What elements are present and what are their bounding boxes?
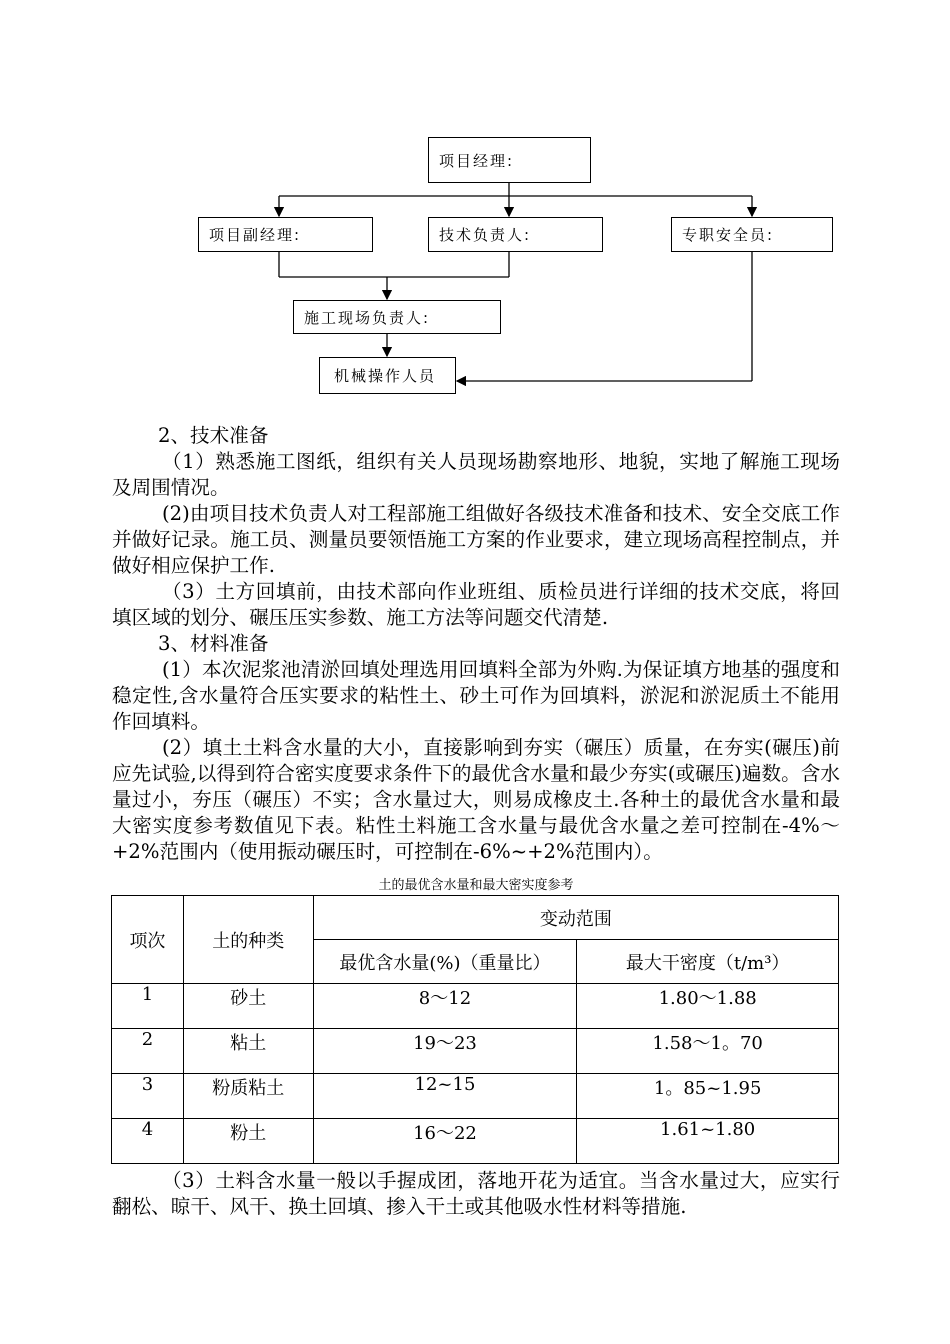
header-index: 项次 (112, 896, 184, 984)
tech-paragraph-1: （1）熟悉施工图纸，组织有关人员现场勘察地形、地貌，实地了解施工现场及周围情况。 (112, 450, 840, 499)
material-paragraph-2: (2）填土土料含水量的大小，直接影响到夯实（碾压）质量，在夯实(碾压)前应先试验,以得到符合密实度要求条件下的最优含水量和最少夯实(或碾压)遍数。含水量过小，夯压（碾压）不实；含水量过大，则易成橡皮土.各种土的最优含水量和最大密实度参考数值见下表。粘性土料施工含水量与最优含水量之差可控制在-4%～+2%范围内（使用振动碾压时，可控制在-6%~+2%范围内）。 (112, 736, 840, 863)
body-text (112, 423, 840, 865)
org-box-deputy-manager (198, 217, 373, 252)
org-box-machine-operators (319, 357, 456, 394)
org-label-safety-officer: 专职安全员: (682, 226, 775, 244)
header-moisture: 最优含水量(%)（重量比） (313, 940, 577, 984)
cell-density: 1。85~1.95 (577, 1074, 839, 1119)
org-label-site-lead: 施工现场负责人: (304, 308, 431, 327)
cell-moisture: 8～12 (313, 984, 577, 1029)
org-label-project-manager: 项目经理: (439, 151, 515, 170)
closing-text (112, 1168, 840, 1220)
tech-paragraph-3: （3）土方回填前，由技术部向作业班组、质检员进行详细的技术交底，将回填区域的划分、碾压压实参数、施工方法等问题交代清楚. (112, 580, 840, 629)
org-box-site-lead (293, 300, 501, 334)
org-box-safety-officer (671, 217, 833, 252)
cell-no: 4 (112, 1119, 184, 1164)
cell-no: 2 (112, 1029, 184, 1074)
org-chart-connectors (0, 0, 950, 420)
header-range: 变动范围 (313, 896, 838, 940)
org-chart (0, 0, 950, 420)
heading-tech-prep: 2、技术准备 (158, 424, 269, 447)
cell-no: 3 (112, 1074, 184, 1119)
cell-density: 1.58～1。70 (577, 1029, 839, 1074)
table-row (112, 1119, 839, 1164)
cell-moisture: 16～22 (313, 1119, 577, 1164)
table-row (112, 984, 839, 1029)
org-box-project-manager (428, 137, 591, 183)
cell-moisture: 12~15 (313, 1074, 577, 1119)
header-soil-type: 土的种类 (183, 896, 313, 984)
cell-type: 粉土 (183, 1119, 313, 1164)
cell-no: 1 (112, 984, 184, 1029)
cell-type: 砂土 (183, 984, 313, 1029)
heading-material-prep: 3、材料准备 (158, 632, 269, 655)
soil-table (111, 895, 839, 1164)
cell-type: 粘土 (183, 1029, 313, 1074)
table-row (112, 1029, 839, 1074)
header-density: 最大干密度（t/m³） (577, 940, 839, 984)
org-label-deputy-manager: 项目副经理: (209, 226, 302, 244)
table-row (112, 1074, 839, 1119)
material-paragraph-3: （3）土料含水量一般以手握成团，落地开花为适宜。当含水量过大，应实行翻松、晾干、风干、换土回填、掺入干土或其他吸水性材料等措施. (112, 1169, 840, 1218)
table-caption: 土的最优含水量和最大密实度参考 (378, 878, 574, 893)
cell-type: 粉质粘土 (183, 1074, 313, 1119)
org-box-tech-lead (428, 217, 603, 252)
tech-paragraph-2: (2)由项目技术负责人对工程部施工组做好各级技术准备和技术、安全交底工作并做好记录。施工员、测量员要领悟施工方案的作业要求，建立现场高程控制点，并做好相应保护工作. (112, 502, 840, 577)
material-paragraph-1: (1）本次泥浆池清淤回填处理选用回填料全部为外购.为保证填方地基的强度和稳定性,含水量符合压实要求的粘性土、砂土可作为回填料，淤泥和淤泥质土不能用作回填料。 (112, 658, 840, 733)
org-label-machine-operators: 机械操作人员 (334, 367, 437, 385)
cell-density: 1.61~1.80 (577, 1119, 839, 1164)
cell-moisture: 19～23 (313, 1029, 577, 1074)
cell-density: 1.80～1.88 (577, 984, 839, 1029)
org-label-tech-lead: 技术负责人: (439, 226, 532, 244)
